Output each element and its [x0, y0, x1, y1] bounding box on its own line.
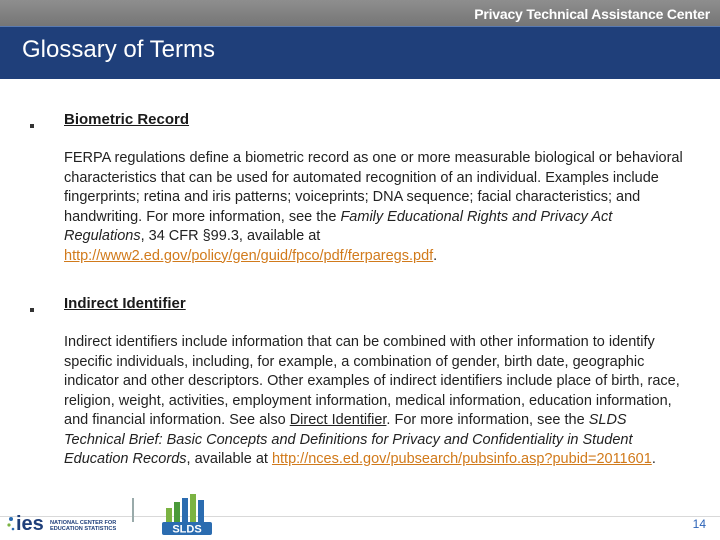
definition-text: , available at — [186, 451, 272, 467]
reference-title: Family Educational Rights and Privacy Act Regulations — [64, 208, 613, 244]
definition-text: Indirect identifiers include information that can be combined with other information to identify specific individuals, including, for example, a combination of gender, birth date, geographic indicator and other descriptors. Other examples of indirect identifiers include place of birth, race, religion, weight, activities, employment information, medical information, education information, and financial information. See also — [64, 334, 680, 428]
slds-logo — [160, 490, 216, 536]
ies-wordmark: ies — [16, 513, 44, 535]
slds-wordmark: SLDS — [172, 523, 202, 536]
term-heading: Biometric Record — [64, 111, 190, 128]
ies-subtitle-2: EDUCATION STATISTICS — [50, 526, 116, 532]
reference-link[interactable]: http://nces.ed.gov/pubsearch/pubsinfo.asp?pubid=2011601 — [271, 451, 652, 467]
reference-link[interactable]: http://www2.ed.gov/policy/gen/guid/fpco/pdf/ferparegs.pdf — [64, 247, 434, 264]
definition-text: . — [651, 451, 656, 467]
term-heading: Indirect Identifier — [64, 295, 186, 312]
bullet-icon — [30, 124, 34, 128]
term-definition — [64, 149, 684, 266]
bullet-icon — [30, 308, 34, 312]
term-definition — [64, 333, 684, 470]
definition-text: . — [433, 247, 438, 264]
page-number: 14 — [692, 517, 706, 531]
title-bar — [0, 26, 720, 79]
page-title: Glossary of Terms — [22, 36, 215, 63]
cross-reference-link[interactable]: Direct Identifier — [289, 412, 387, 428]
organization-title: Privacy Technical Assistance Center — [474, 6, 710, 22]
definition-text: , 34 CFR §99.3, available at — [140, 228, 321, 244]
logo-separator — [132, 498, 134, 522]
definition-text: . For more information, see the — [386, 412, 589, 428]
definition-text: FERPA regulations define a biometric record as one or more measurable biological or behavioral characteristics that can be used for automated recognition of an individual. Examples include fingerprints; retina and iris patterns; voiceprints; DNA sequence; facial characteristics; and handwriting. For more information, see the — [64, 150, 683, 225]
ies-subtitle-1: NATIONAL CENTER FOR — [50, 520, 116, 526]
reference-title: SLDS Technical Brief: Basic Concepts and Definitions for Privacy and Confidentiality in Student Education Records — [64, 412, 633, 467]
ies-logo — [6, 508, 116, 536]
